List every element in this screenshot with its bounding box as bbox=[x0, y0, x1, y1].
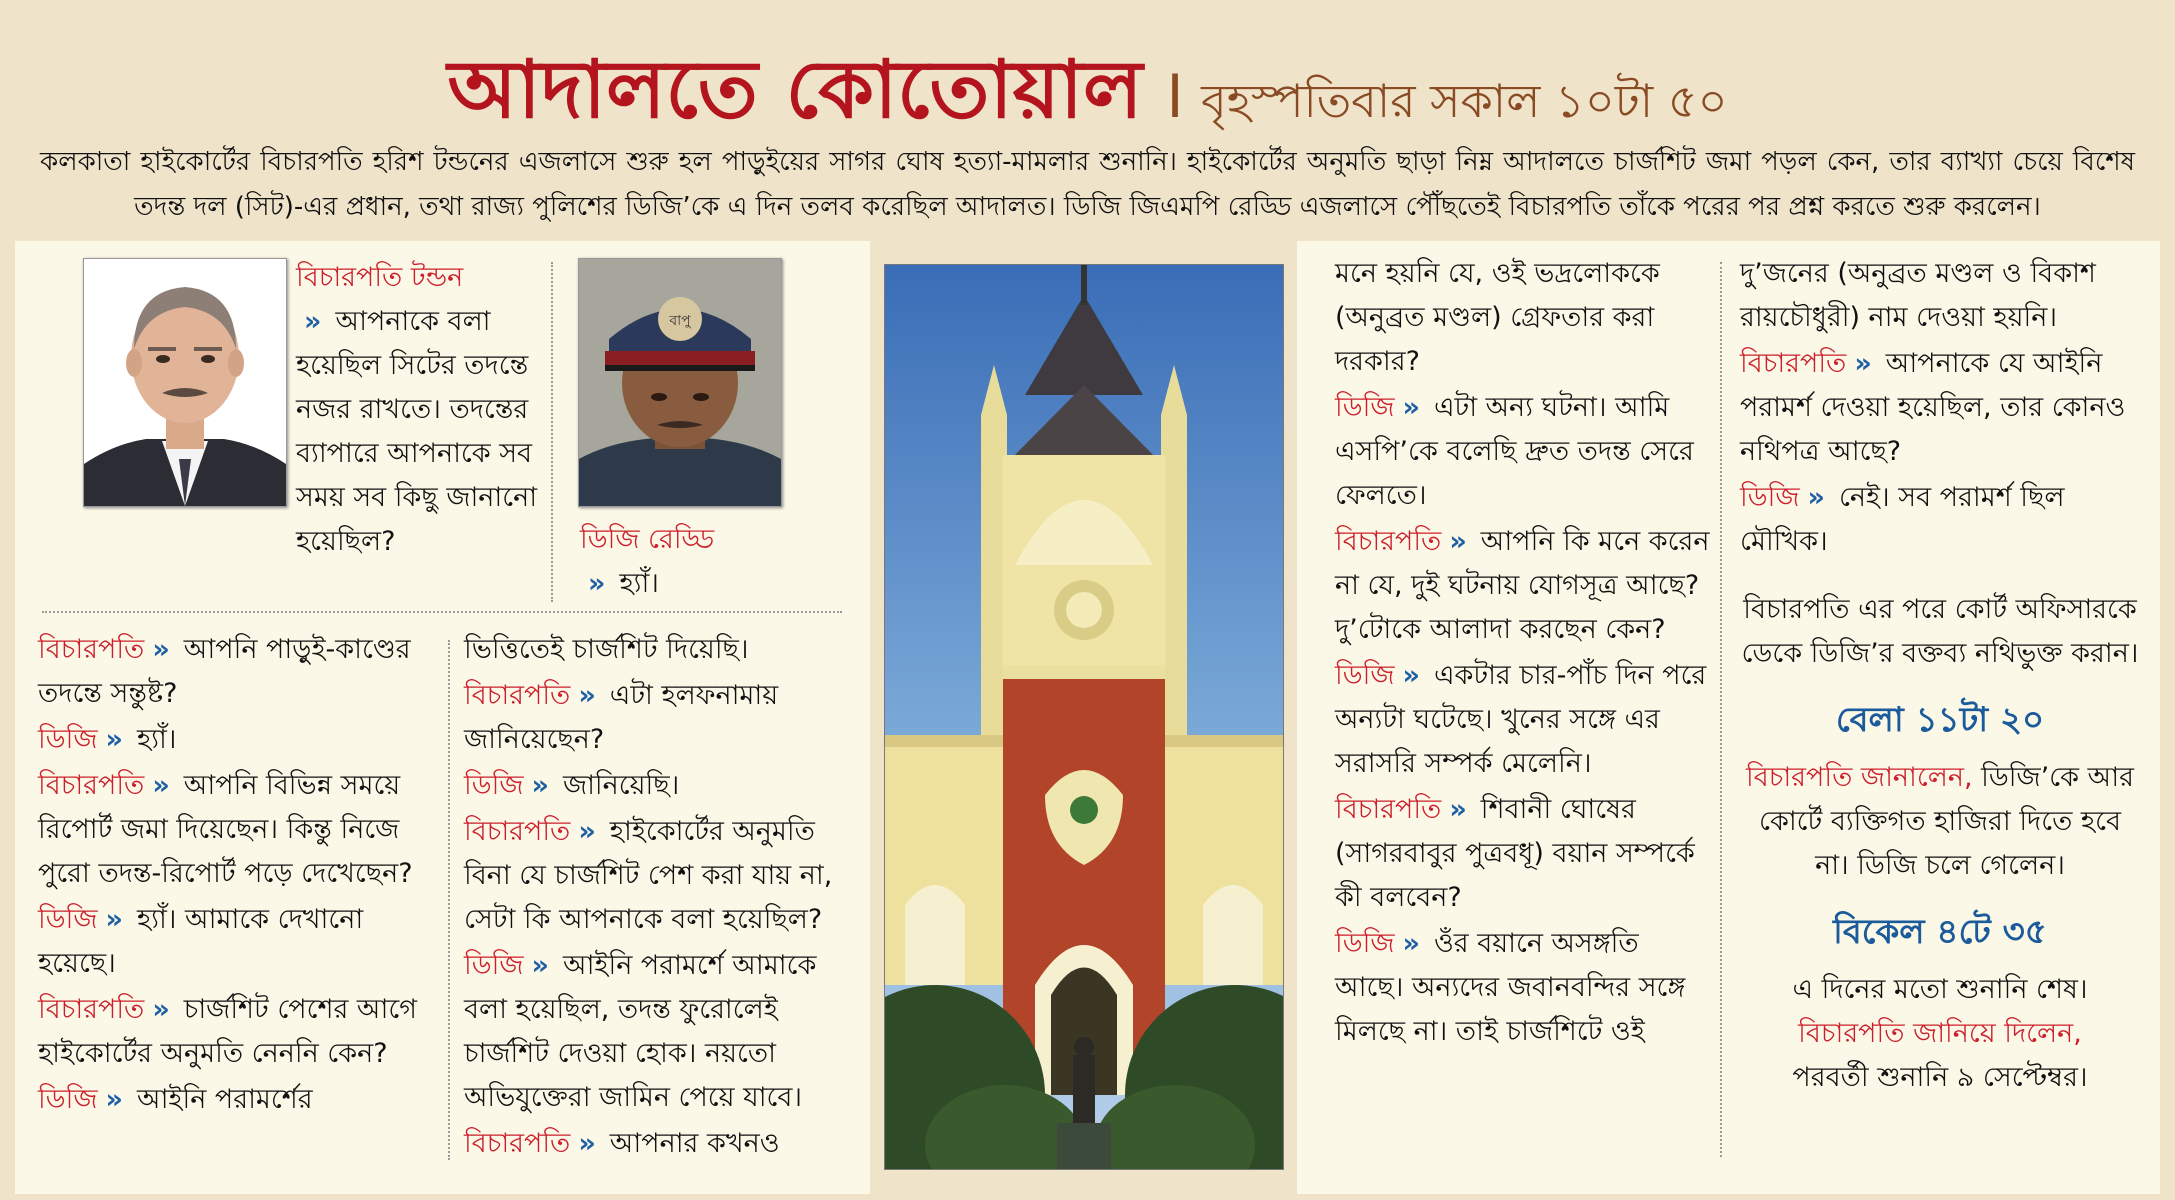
speaker-label: বিচারপতি bbox=[38, 770, 145, 801]
dialogue-entry bbox=[1335, 252, 1715, 384]
dialogue-column-4 bbox=[1740, 252, 2140, 1100]
dialogue-text: নেই। সব পরামর্শ ছিল মৌখিক। bbox=[1740, 482, 2065, 557]
dialogue-entry bbox=[464, 944, 860, 1120]
judge-quote bbox=[296, 300, 551, 564]
dialogue-column-1 bbox=[38, 628, 430, 1124]
court-note-dismiss bbox=[1740, 756, 2140, 888]
speaker-label: বিচারপতি bbox=[1335, 526, 1442, 557]
arrow-icon: » bbox=[304, 306, 322, 337]
dialogue-entry bbox=[38, 718, 430, 762]
headline-time: বৃহস্পতিবার সকাল ১০টা ৫০ bbox=[1201, 74, 1728, 128]
dialogue-text: দু’জনের (অনুব্রত মণ্ডল ও বিকাশ রায়চৌধুরী) নাম দেওয়া হয়নি। bbox=[1740, 258, 2096, 333]
dialogue-text: আপনাকে যে আইনি পরামর্শ দেওয়া হয়েছিল, তার কোনও নথিপত্র আছে? bbox=[1740, 348, 2126, 467]
dialogue-text: আপনার কখনও bbox=[609, 1128, 780, 1159]
dg-quote-text: হ্যাঁ। bbox=[619, 568, 659, 599]
headline-separator: । bbox=[1158, 52, 1186, 134]
speaker-label: বিচারপতি bbox=[38, 994, 145, 1025]
dialogue-text: এটা অন্য ঘটনা। আমি এসপি’কে বলেছি দ্রুত তদন্ত সেরে ফেলতে। bbox=[1335, 392, 1694, 511]
speaker-label: ডিজি bbox=[1740, 482, 1800, 513]
arrow-icon: » bbox=[1807, 482, 1825, 513]
speaker-label: বিচারপতি bbox=[464, 1128, 571, 1159]
time-heading-1635: বিকেল ৪টে ৩৫ bbox=[1833, 912, 2047, 952]
dialogue-text: জানিয়েছি। bbox=[562, 770, 680, 801]
dialogue-entry bbox=[38, 898, 430, 986]
dialogue-entry bbox=[464, 628, 860, 672]
profile-divider bbox=[551, 262, 553, 602]
dialogue-entry bbox=[464, 1122, 860, 1166]
speaker-label: ডিজি bbox=[1335, 660, 1395, 691]
dialogue-text: ভিত্তিতেই চার্জশিট দিয়েছি। bbox=[464, 634, 749, 665]
dg-profile bbox=[580, 518, 830, 606]
speaker-label: বিচারপতি bbox=[464, 816, 571, 847]
arrow-icon: » bbox=[152, 994, 170, 1025]
speaker-label: বিচারপতি bbox=[38, 634, 145, 665]
dialogue-text: আপনি পাড়ুই-কাণ্ডের তদন্তে সন্তুষ্ট? bbox=[38, 634, 411, 709]
arrow-icon: » bbox=[531, 950, 549, 981]
column-divider bbox=[448, 640, 450, 1160]
speaker-label: বিচারপতি bbox=[464, 680, 571, 711]
arrow-icon: » bbox=[578, 816, 596, 847]
arrow-icon: » bbox=[152, 770, 170, 801]
dialogue-entry bbox=[464, 764, 860, 808]
hearing-end-speaker: বিচারপতি জানিয়ে দিলেন, bbox=[1798, 1018, 2082, 1049]
dg-name: ডিজি রেড্ডি bbox=[580, 524, 715, 555]
dialogue-entry bbox=[1335, 520, 1715, 652]
dialogue-column-3 bbox=[1335, 252, 1715, 1056]
cap-badge-text: বাপু bbox=[669, 313, 691, 329]
dialogue-entry bbox=[1740, 342, 2140, 474]
column-4-dialogue bbox=[1740, 252, 2140, 564]
dg-photo bbox=[578, 258, 782, 507]
intro-paragraph: কলকাতা হাইকোর্টের বিচারপতি হরিশ টন্ডনের এজলাসে শুরু হল পাড়ুইয়ের সাগর ঘোষ হত্যা-মামলার শুনানি। হাইকোর্টের অনুমতি ছাড়া নিম্ন আদালতে চার্জশিট জমা পড়ল কেন, তার ব্যাখ্যা চেয়ে বিশেষ তদন্ত দল (সিট)-এর প্রধান, তথা রাজ্য পুলিশের ডিজি’কে এ দিন তলব করেছিল আদালত। ডিজি জিএমপি রেড্ডি এজলাসে পৌঁছতেই বিচারপতি তাঁকে পরের পর প্রশ্ন করতে শুরু করলেন। bbox=[40, 147, 2135, 222]
section-divider bbox=[42, 611, 842, 613]
speaker-label: ডিজি bbox=[464, 950, 524, 981]
judge-name: বিচারপতি টন্ডন bbox=[296, 262, 464, 293]
speaker-label: ডিজি bbox=[1335, 392, 1395, 423]
note-text: ডিজি’কে আর কোর্টে ব্যক্তিগত হাজিরা দিতে হবে না। ডিজি চলে গেলেন। bbox=[1759, 762, 2134, 881]
judge-quote-text: আপনাকে বলা হয়েছিল সিটের তদন্তে নজর রাখতে। তদন্তের ব্যাপারে আপনাকে সব সময় সব কিছু জানানো হয়েছিল? bbox=[296, 306, 538, 557]
speaker-label: ডিজি bbox=[464, 770, 524, 801]
arrow-icon: » bbox=[1449, 794, 1467, 825]
dialogue-text: ওঁর বয়ানে অসঙ্গতি আছে। অন্যদের জবানবন্দির সঙ্গে মিলছে না। তাই চার্জশিটে ওই bbox=[1335, 928, 1686, 1047]
arrow-icon: » bbox=[105, 904, 123, 935]
arrow-icon: » bbox=[1402, 392, 1420, 423]
dialogue-column-2 bbox=[464, 628, 860, 1168]
arrow-icon: » bbox=[578, 1128, 596, 1159]
arrow-icon: » bbox=[578, 680, 596, 711]
dialogue-entry bbox=[1740, 252, 2140, 340]
arrow-icon: » bbox=[152, 634, 170, 665]
judge-photo bbox=[83, 258, 287, 507]
court-note-record: বিচারপতি এর পরে কোর্ট অফিসারকে ডেকে ডিজি’র বক্তব্য নথিভুক্ত করান। bbox=[1741, 594, 2139, 669]
dialogue-text: হ্যাঁ। bbox=[136, 724, 177, 755]
dialogue-entry bbox=[464, 810, 860, 942]
speaker-label: বিচারপতি bbox=[1335, 794, 1442, 825]
dialogue-text: আপনি কি মনে করেন না যে, দুই ঘটনায় যোগসূত্র আছে? দু’টোকে আলাদা করছেন কেন? bbox=[1335, 526, 1710, 645]
dialogue-entry bbox=[464, 674, 860, 762]
speaker-label: ডিজি bbox=[38, 1084, 98, 1115]
dialogue-text: মনে হয়নি যে, ওই ভদ্রলোককে (অনুব্রত মণ্ডল) গ্রেফতার করা দরকার? bbox=[1335, 258, 1660, 377]
arrow-icon: » bbox=[1402, 660, 1420, 691]
dialogue-entry bbox=[1335, 922, 1715, 1054]
dialogue-entry bbox=[1335, 788, 1715, 920]
dialogue-text: এটা হলফনামায় জানিয়েছেন? bbox=[464, 680, 779, 755]
dialogue-entry bbox=[1740, 476, 2140, 564]
high-court-photo bbox=[884, 264, 1284, 1170]
dialogue-entry bbox=[38, 988, 430, 1076]
note-speaker: বিচারপতি জানালেন, bbox=[1746, 762, 1973, 793]
hearing-end-note: এ দিনের মতো শুনানি শেষ। bbox=[1792, 974, 2088, 1005]
dialogue-text: শিবানী ঘোষের (সাগরবাবুর পুত্রবধূ) বয়ান সম্পর্কে কী বলবেন? bbox=[1335, 794, 1695, 913]
dialogue-text: একটার চার-পাঁচ দিন পরে অন্যটা ঘটেছে। খুনের সঙ্গে এর সরাসরি সম্পর্ক মেলেনি। bbox=[1335, 660, 1707, 779]
column-divider bbox=[1720, 262, 1722, 1157]
dialogue-text: হাইকোর্টের অনুমতি বিনা যে চার্জশিট পেশ করা যায় না, সেটা কি আপনাকে বলা হয়েছিল? bbox=[464, 816, 833, 935]
judge-profile bbox=[296, 256, 551, 564]
dialogue-text: চার্জশিট পেশের আগে হাইকোর্টের অনুমতি নেননি কেন? bbox=[38, 994, 417, 1069]
arrow-icon: » bbox=[105, 1084, 123, 1115]
dg-quote bbox=[580, 562, 830, 606]
dialogue-text: হ্যাঁ। আমাকে দেখানো হয়েছে। bbox=[38, 904, 364, 979]
speaker-label: ডিজি bbox=[38, 724, 98, 755]
speaker-label: বিচারপতি bbox=[1740, 348, 1847, 379]
dialogue-entry bbox=[1335, 386, 1715, 518]
dialogue-text: আইনি পরামর্শে আমাকে বলা হয়েছিল, তদন্ত ফুরোলেই চার্জশিট দেওয়া হোক। নয়তো অভিযুক্তেরা জামিন পেয়ে যাবে। bbox=[464, 950, 817, 1113]
speaker-label: ডিজি bbox=[38, 904, 98, 935]
arrow-icon: » bbox=[105, 724, 123, 755]
high-court-illustration bbox=[885, 265, 1283, 1169]
arrow-icon: » bbox=[1402, 928, 1420, 959]
speaker-label: ডিজি bbox=[1335, 928, 1395, 959]
dialogue-entry bbox=[38, 764, 430, 896]
dialogue-entry bbox=[38, 1078, 430, 1122]
next-hearing-note: পরবর্তী শুনানি ৯ সেপ্টেম্বর। bbox=[1792, 1062, 2088, 1093]
dialogue-text: আপনি বিভিন্ন সময়ে রিপোর্ট জমা দিয়েছেন। কিন্তু নিজে পুরো তদন্ত-রিপোর্ট পড়ে দেখেছেন? bbox=[38, 770, 413, 889]
arrow-icon: » bbox=[1854, 348, 1872, 379]
arrow-icon: » bbox=[531, 770, 549, 801]
dialogue-text: আইনি পরামর্শের bbox=[136, 1084, 313, 1115]
headline-title: আদালতে কোতোয়াল bbox=[447, 42, 1143, 136]
arrow-icon: » bbox=[588, 568, 606, 599]
dialogue-entry bbox=[38, 628, 430, 716]
dialogue-entry bbox=[1335, 654, 1715, 786]
arrow-icon: » bbox=[1449, 526, 1467, 557]
time-heading-1120: বেলা ১১টা ২০ bbox=[1835, 700, 2045, 740]
